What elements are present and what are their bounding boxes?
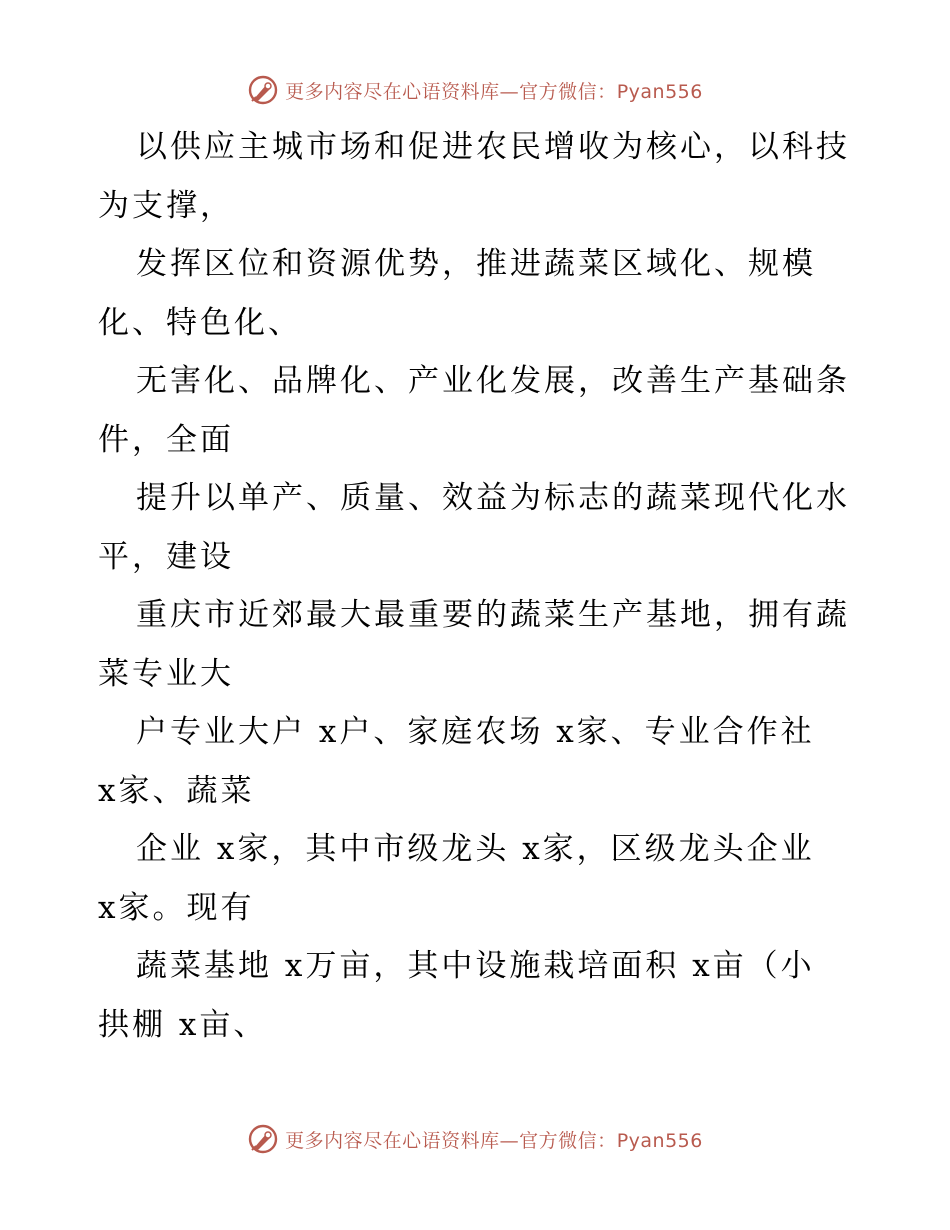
text-line: 菜专业大 xyxy=(98,655,234,692)
pen-nib-logo-icon xyxy=(247,74,279,106)
watermark-wechat-label: 官方微信： xyxy=(519,80,617,103)
watermark-wechat-id: Pyan556 xyxy=(616,1129,703,1152)
text-line: 以供应主城市场和促进农民增收为核心，以科技 xyxy=(136,129,850,165)
text-line: x家、蔬菜 xyxy=(98,772,255,809)
text-line: 蔬菜基地 x万亩，其中设施栽培面积 x亩（小 xyxy=(136,948,815,984)
text-line: 无害化、品牌化、产业化发展，改善生产基础条 xyxy=(136,363,850,399)
watermark-separator: — xyxy=(499,80,520,103)
watermark-wechat-label: 官方微信： xyxy=(519,1129,617,1152)
watermark-brand: 更多内容尽在心语资料库 xyxy=(285,1129,500,1152)
watermark-text xyxy=(285,1126,703,1153)
watermark-text xyxy=(285,77,703,104)
watermark-brand: 更多内容尽在心语资料库 xyxy=(285,80,500,103)
document-body xyxy=(98,118,868,1054)
footer-watermark xyxy=(0,1119,950,1159)
text-line: 平，建设 xyxy=(98,538,234,575)
text-line: 化、特色化、 xyxy=(98,304,302,341)
text-line: 提升以单产、质量、效益为标志的蔬菜现代化水 xyxy=(136,480,850,516)
text-line: x家。现有 xyxy=(98,889,255,926)
text-line: 企业 x家，其中市级龙头 x家，区级龙头企业 xyxy=(136,831,815,867)
text-line: 重庆市近郊最大最重要的蔬菜生产基地，拥有蔬 xyxy=(136,597,850,633)
text-line: 件，全面 xyxy=(98,421,234,458)
pen-nib-logo-icon xyxy=(247,1123,279,1155)
text-line: 发挥区位和资源优势，推进蔬菜区域化、规模 xyxy=(136,246,816,282)
header-watermark xyxy=(0,70,950,110)
text-line: 户专业大户 x户、家庭农场 x家、专业合作社 xyxy=(136,714,815,750)
watermark-separator: — xyxy=(499,1129,520,1152)
watermark-wechat-id: Pyan556 xyxy=(616,80,703,103)
text-line: 拱棚 x亩、 xyxy=(98,1006,268,1043)
text-line: 为支撑， xyxy=(98,187,234,224)
